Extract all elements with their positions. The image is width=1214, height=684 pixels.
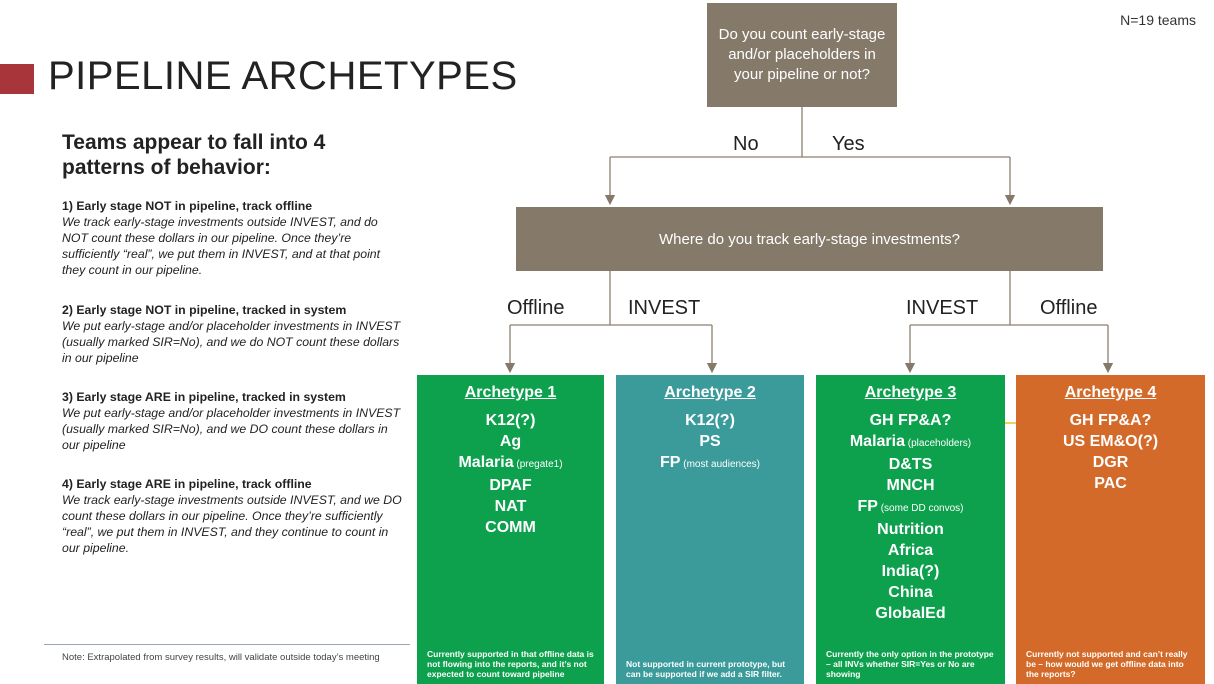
- team-qualifier: (some DD convos): [877, 503, 964, 514]
- team-name: Nutrition: [877, 521, 944, 538]
- team-item: [1016, 452, 1205, 473]
- branch-label-offline: Offline: [507, 297, 565, 319]
- team-item: [616, 452, 804, 475]
- team-item: [816, 519, 1005, 540]
- team-name: Africa: [887, 542, 934, 559]
- archetype-footnote: Currently supported in that offline data is not flowing into the reports, and it’s not expected to count toward pipeline: [427, 649, 594, 679]
- pattern-heading: 1) Early stage NOT in pipeline, track offline: [62, 199, 313, 213]
- team-qualifier: (most audiences): [680, 459, 760, 470]
- team-list: [417, 410, 604, 538]
- team-name: US EM&O(?): [1062, 433, 1159, 450]
- question-box-tracking: [516, 207, 1103, 271]
- team-qualifier: (pregate1): [513, 459, 563, 470]
- team-item: [816, 454, 1005, 475]
- team-item: [816, 475, 1005, 496]
- team-name: GH FP&A?: [869, 412, 952, 429]
- team-name: PS: [699, 433, 721, 450]
- question-text: Where do you track early-stage investments?: [659, 230, 960, 248]
- team-item: [417, 517, 604, 538]
- branch-label-no: No: [733, 133, 759, 155]
- team-item: [816, 582, 1005, 603]
- team-list: [816, 410, 1005, 624]
- team-item: [1016, 410, 1205, 431]
- team-item: [816, 540, 1005, 561]
- archetype-footnote: Currently the only option in the prototype – all INVs whether SIR=Yes or No are showing: [826, 649, 994, 679]
- team-name: Ag: [499, 433, 522, 450]
- archetype-title: Archetype 1: [464, 384, 557, 401]
- pattern-heading: 4) Early stage ARE in pipeline, track offline: [62, 477, 312, 491]
- team-item: [417, 431, 604, 452]
- team-name: India(?): [881, 563, 940, 580]
- team-item: [417, 410, 604, 431]
- archetype-title: Archetype 4: [1064, 384, 1157, 401]
- team-name: DPAF: [489, 477, 532, 494]
- pattern-heading: 2) Early stage NOT in pipeline, tracked in system: [62, 303, 347, 317]
- team-name: GlobalEd: [875, 605, 946, 622]
- team-item: [1016, 431, 1205, 452]
- team-item: [816, 561, 1005, 582]
- pattern-description: We track early-stage investments outside INVEST, and we DO count these dollars in our pipeline. Once they’re sufficiently “real”, we put them in INVEST, and they continue to count in our pipeline.: [62, 493, 402, 555]
- team-item: [816, 410, 1005, 431]
- pattern-description: We track early-stage investments outside INVEST, and do NOT count these dollars in our pipeline. Once they’re sufficiently “real”, we put them in INVEST, and at that point they count in our pipeline.: [62, 215, 381, 277]
- archetype-4-box: [1016, 375, 1205, 684]
- team-item: [616, 410, 804, 431]
- team-item: [417, 452, 604, 475]
- question-box-pipeline: [707, 3, 897, 107]
- team-item: [616, 431, 804, 452]
- team-name: DGR: [1092, 454, 1129, 471]
- team-item: [816, 431, 1005, 454]
- team-name: D&TS: [888, 456, 933, 473]
- question-text: Do you count early-stage and/or placeholders in your pipeline or not?: [718, 26, 886, 83]
- branch-label-invest: INVEST: [906, 297, 979, 319]
- archetype-1-box: [417, 375, 604, 684]
- team-name: Malaria: [849, 433, 905, 450]
- team-name: MNCH: [886, 477, 935, 494]
- branch-label-invest: INVEST: [628, 297, 701, 319]
- team-item: [417, 496, 604, 517]
- archetype-2-box: [616, 375, 804, 684]
- team-list: [616, 410, 804, 475]
- branch-label-offline: Offline: [1040, 297, 1098, 319]
- team-qualifier: (placeholders): [904, 438, 972, 449]
- team-name: Malaria: [458, 454, 514, 471]
- team-name: K12(?): [685, 412, 735, 429]
- archetype-footnote: Not supported in current prototype, but can be supported if we add a SIR filter.: [626, 659, 786, 679]
- team-item: [1016, 473, 1205, 494]
- team-name: COMM: [485, 519, 536, 536]
- subtitle: Teams appear to fall into 4 patterns of behavior:: [62, 131, 326, 179]
- archetype-title: Archetype 2: [664, 384, 756, 401]
- pattern-description: We put early-stage and/or placeholder investments in INVEST (usually marked SIR=No), and we do NOT count these dollars in our pipeline: [62, 319, 401, 365]
- team-name: PAC: [1094, 475, 1127, 492]
- team-item: [816, 496, 1005, 519]
- team-list: [1016, 410, 1205, 494]
- archetype-title: Archetype 3: [864, 384, 957, 401]
- archetype-footnote: Currently not supported and can’t really be – how would we get offline data into the reports?: [1026, 649, 1188, 679]
- archetype-3-box: [816, 375, 1005, 684]
- team-name: NAT: [494, 498, 527, 515]
- pattern-description: We put early-stage and/or placeholder investments in INVEST (usually marked SIR=No), and we DO count these dollars in our pipeline: [62, 406, 401, 452]
- team-name: K12(?): [485, 412, 536, 429]
- pattern-heading: 3) Early stage ARE in pipeline, tracked in system: [62, 390, 346, 404]
- sample-size-label: N=19 teams: [1120, 12, 1196, 28]
- page-title: PIPELINE ARCHETYPES: [48, 54, 518, 98]
- branch-label-yes: Yes: [832, 133, 865, 155]
- team-name: China: [888, 584, 933, 601]
- team-name: FP: [857, 498, 878, 515]
- team-name: GH FP&A?: [1069, 412, 1152, 429]
- footnote: Note: Extrapolated from survey results, will validate outside today’s meeting: [62, 652, 380, 663]
- team-name: FP: [660, 454, 681, 471]
- team-item: [417, 475, 604, 496]
- team-item: [816, 603, 1005, 624]
